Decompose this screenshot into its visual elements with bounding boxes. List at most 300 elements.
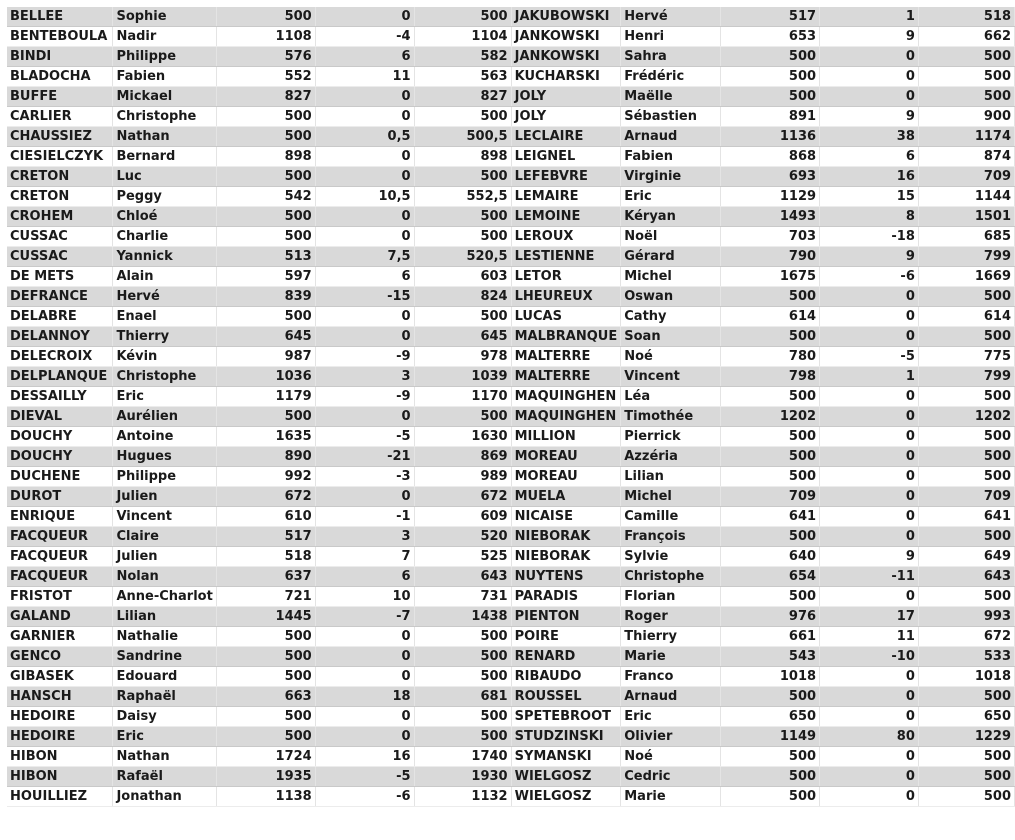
cell-last-name[interactable]: CRETON <box>7 187 113 207</box>
cell-points-change[interactable]: 18 <box>315 687 414 707</box>
cell-first-name[interactable]: Enael <box>113 307 216 327</box>
cell-points-after[interactable]: 685 <box>918 227 1014 247</box>
cell-first-name[interactable]: Vincent <box>621 367 721 387</box>
cell-first-name[interactable]: Alain <box>113 267 216 287</box>
cell-points-after[interactable]: 500 <box>414 207 511 227</box>
cell-points-before[interactable]: 1179 <box>216 387 315 407</box>
cell-points-before[interactable]: 500 <box>216 727 315 747</box>
cell-last-name[interactable]: LEMAIRE <box>512 187 621 207</box>
cell-points-before[interactable]: 500 <box>721 787 820 807</box>
cell-points-before[interactable]: 637 <box>216 567 315 587</box>
cell-points-change[interactable]: 3 <box>315 527 414 547</box>
cell-points-change[interactable]: 0 <box>315 7 414 27</box>
cell-last-name[interactable]: POIRE <box>512 627 621 647</box>
cell-points-before[interactable]: 992 <box>216 467 315 487</box>
cell-points-after[interactable]: 827 <box>414 87 511 107</box>
cell-first-name[interactable]: Henri <box>621 27 721 47</box>
cell-points-before[interactable]: 1018 <box>721 667 820 687</box>
cell-points-after[interactable]: 709 <box>918 167 1014 187</box>
cell-first-name[interactable]: Noé <box>621 347 721 367</box>
cell-points-change[interactable]: 3 <box>315 367 414 387</box>
cell-last-name[interactable]: HANSCH <box>7 687 113 707</box>
cell-first-name[interactable]: Olivier <box>621 727 721 747</box>
cell-last-name[interactable]: LETOR <box>512 267 621 287</box>
cell-points-after[interactable]: 520,5 <box>414 247 511 267</box>
cell-last-name[interactable]: DE METS <box>7 267 113 287</box>
cell-points-change[interactable]: 0 <box>315 327 414 347</box>
cell-last-name[interactable]: HEDOIRE <box>7 707 113 727</box>
cell-last-name[interactable]: DELANNOY <box>7 327 113 347</box>
cell-points-before[interactable]: 721 <box>216 587 315 607</box>
cell-points-after[interactable]: 900 <box>918 107 1014 127</box>
cell-points-after[interactable]: 1669 <box>918 267 1014 287</box>
cell-points-after[interactable]: 799 <box>918 247 1014 267</box>
cell-points-before[interactable]: 500 <box>216 167 315 187</box>
cell-last-name[interactable]: JOLY <box>512 107 621 127</box>
cell-points-before[interactable]: 500 <box>721 687 820 707</box>
cell-points-after[interactable]: 563 <box>414 67 511 87</box>
cell-points-after[interactable]: 898 <box>414 147 511 167</box>
cell-last-name[interactable]: BELLEE <box>7 7 113 27</box>
cell-last-name[interactable]: HOUILLIEZ <box>7 787 113 807</box>
cell-points-before[interactable]: 500 <box>721 747 820 767</box>
cell-points-after[interactable]: 1039 <box>414 367 511 387</box>
cell-points-change[interactable]: 0 <box>820 447 919 467</box>
cell-last-name[interactable]: BUFFE <box>7 87 113 107</box>
cell-last-name[interactable]: NIEBORAK <box>512 527 621 547</box>
cell-points-after[interactable]: 500 <box>918 447 1014 467</box>
cell-points-change[interactable]: 11 <box>315 67 414 87</box>
cell-first-name[interactable]: Sylvie <box>621 547 721 567</box>
cell-points-before[interactable]: 1108 <box>216 27 315 47</box>
cell-points-before[interactable]: 500 <box>721 67 820 87</box>
cell-points-before[interactable]: 576 <box>216 47 315 67</box>
cell-points-change[interactable]: 15 <box>820 187 919 207</box>
cell-last-name[interactable]: CHAUSSIEZ <box>7 127 113 147</box>
cell-points-change[interactable]: 9 <box>820 247 919 267</box>
cell-last-name[interactable]: JOLY <box>512 87 621 107</box>
cell-points-after[interactable]: 500 <box>918 287 1014 307</box>
cell-last-name[interactable]: GARNIER <box>7 627 113 647</box>
cell-last-name[interactable]: FACQUEUR <box>7 567 113 587</box>
cell-points-change[interactable]: 0 <box>820 387 919 407</box>
cell-points-before[interactable]: 542 <box>216 187 315 207</box>
cell-points-change[interactable]: -6 <box>315 787 414 807</box>
cell-points-before[interactable]: 513 <box>216 247 315 267</box>
cell-first-name[interactable]: Claire <box>113 527 216 547</box>
cell-points-before[interactable]: 798 <box>721 367 820 387</box>
cell-points-after[interactable]: 520 <box>414 527 511 547</box>
cell-first-name[interactable]: Pierrick <box>621 427 721 447</box>
cell-points-change[interactable]: 0 <box>820 747 919 767</box>
cell-points-change[interactable]: -15 <box>315 287 414 307</box>
cell-last-name[interactable]: ENRIQUE <box>7 507 113 527</box>
cell-points-before[interactable]: 987 <box>216 347 315 367</box>
cell-first-name[interactable]: Franco <box>621 667 721 687</box>
cell-points-before[interactable]: 672 <box>216 487 315 507</box>
cell-points-before[interactable]: 500 <box>216 627 315 647</box>
cell-points-after[interactable]: 500 <box>918 747 1014 767</box>
cell-points-before[interactable]: 517 <box>721 7 820 27</box>
cell-points-after[interactable]: 533 <box>918 647 1014 667</box>
cell-points-after[interactable]: 500 <box>414 107 511 127</box>
cell-first-name[interactable]: Chloé <box>113 207 216 227</box>
cell-last-name[interactable]: ROUSSEL <box>512 687 621 707</box>
cell-first-name[interactable]: Arnaud <box>621 127 721 147</box>
cell-points-change[interactable]: 11 <box>820 627 919 647</box>
cell-points-change[interactable]: 10,5 <box>315 187 414 207</box>
cell-last-name[interactable]: BINDI <box>7 47 113 67</box>
cell-points-after[interactable]: 500 <box>918 87 1014 107</box>
cell-first-name[interactable]: Lilian <box>621 467 721 487</box>
cell-last-name[interactable]: FACQUEUR <box>7 527 113 547</box>
cell-last-name[interactable]: CRETON <box>7 167 113 187</box>
cell-first-name[interactable]: Michel <box>621 267 721 287</box>
cell-first-name[interactable]: Fabien <box>621 147 721 167</box>
cell-last-name[interactable]: BLADOCHA <box>7 67 113 87</box>
cell-points-after[interactable]: 731 <box>414 587 511 607</box>
cell-points-change[interactable]: -10 <box>820 647 919 667</box>
cell-points-after[interactable]: 645 <box>414 327 511 347</box>
cell-points-change[interactable]: 0 <box>820 767 919 787</box>
cell-last-name[interactable]: JAKUBOWSKI <box>512 7 621 27</box>
cell-points-after[interactable]: 1104 <box>414 27 511 47</box>
cell-last-name[interactable]: SPETEBROOT <box>512 707 621 727</box>
cell-points-change[interactable]: 0 <box>315 727 414 747</box>
cell-points-after[interactable]: 1202 <box>918 407 1014 427</box>
cell-first-name[interactable]: Philippe <box>113 467 216 487</box>
cell-points-before[interactable]: 693 <box>721 167 820 187</box>
cell-first-name[interactable]: Eric <box>621 187 721 207</box>
cell-points-change[interactable]: 16 <box>820 167 919 187</box>
cell-points-change[interactable]: 0,5 <box>315 127 414 147</box>
cell-points-before[interactable]: 653 <box>721 27 820 47</box>
cell-points-before[interactable]: 500 <box>721 287 820 307</box>
cell-first-name[interactable]: Marie <box>621 647 721 667</box>
cell-last-name[interactable]: CROHEM <box>7 207 113 227</box>
cell-points-change[interactable]: -6 <box>820 267 919 287</box>
cell-last-name[interactable]: MAQUINGHEN <box>512 407 621 427</box>
cell-points-after[interactable]: 500 <box>414 727 511 747</box>
cell-first-name[interactable]: Nathan <box>113 747 216 767</box>
cell-points-before[interactable]: 1493 <box>721 207 820 227</box>
cell-last-name[interactable]: DUCHENE <box>7 467 113 487</box>
cell-first-name[interactable]: Cathy <box>621 307 721 327</box>
cell-points-before[interactable]: 500 <box>721 527 820 547</box>
cell-points-after[interactable]: 989 <box>414 467 511 487</box>
cell-last-name[interactable]: DELABRE <box>7 307 113 327</box>
cell-points-before[interactable]: 898 <box>216 147 315 167</box>
cell-points-after[interactable]: 649 <box>918 547 1014 567</box>
cell-first-name[interactable]: Cedric <box>621 767 721 787</box>
cell-last-name[interactable]: CUSSAC <box>7 247 113 267</box>
cell-points-before[interactable]: 1129 <box>721 187 820 207</box>
cell-last-name[interactable]: NICAISE <box>512 507 621 527</box>
cell-points-change[interactable]: 0 <box>315 627 414 647</box>
cell-points-after[interactable]: 500 <box>918 467 1014 487</box>
cell-points-after[interactable]: 641 <box>918 507 1014 527</box>
cell-points-after[interactable]: 500 <box>918 47 1014 67</box>
cell-points-after[interactable]: 500 <box>918 327 1014 347</box>
cell-points-before[interactable]: 518 <box>216 547 315 567</box>
cell-first-name[interactable]: Raphaël <box>113 687 216 707</box>
cell-points-before[interactable]: 1149 <box>721 727 820 747</box>
cell-points-change[interactable]: 0 <box>820 67 919 87</box>
cell-last-name[interactable]: LESTIENNE <box>512 247 621 267</box>
cell-last-name[interactable]: JANKOWSKI <box>512 27 621 47</box>
cell-points-before[interactable]: 500 <box>216 127 315 147</box>
cell-points-before[interactable]: 610 <box>216 507 315 527</box>
cell-points-after[interactable]: 1630 <box>414 427 511 447</box>
cell-points-before[interactable]: 1935 <box>216 767 315 787</box>
cell-first-name[interactable]: Peggy <box>113 187 216 207</box>
cell-points-change[interactable]: 8 <box>820 207 919 227</box>
cell-last-name[interactable]: BENTEBOULA <box>7 27 113 47</box>
cell-first-name[interactable]: Nadir <box>113 27 216 47</box>
cell-points-before[interactable]: 500 <box>721 427 820 447</box>
cell-points-before[interactable]: 1138 <box>216 787 315 807</box>
cell-first-name[interactable]: Michel <box>621 487 721 507</box>
cell-points-change[interactable]: 0 <box>315 407 414 427</box>
cell-points-change[interactable]: -9 <box>315 347 414 367</box>
cell-points-before[interactable]: 500 <box>216 407 315 427</box>
cell-points-after[interactable]: 609 <box>414 507 511 527</box>
cell-first-name[interactable]: Anne-Charlot <box>113 587 216 607</box>
cell-first-name[interactable]: Nolan <box>113 567 216 587</box>
cell-points-after[interactable]: 552,5 <box>414 187 511 207</box>
cell-first-name[interactable]: Thierry <box>621 627 721 647</box>
cell-points-change[interactable]: -11 <box>820 567 919 587</box>
cell-points-before[interactable]: 500 <box>721 387 820 407</box>
cell-last-name[interactable]: STUDZINSKI <box>512 727 621 747</box>
cell-first-name[interactable]: Oswan <box>621 287 721 307</box>
cell-first-name[interactable]: Sahra <box>621 47 721 67</box>
cell-points-change[interactable]: 0 <box>315 487 414 507</box>
cell-first-name[interactable]: Eric <box>113 727 216 747</box>
cell-points-change[interactable]: 0 <box>315 167 414 187</box>
cell-points-change[interactable]: 0 <box>820 307 919 327</box>
cell-points-before[interactable]: 663 <box>216 687 315 707</box>
cell-first-name[interactable]: François <box>621 527 721 547</box>
cell-points-change[interactable]: 0 <box>315 147 414 167</box>
cell-first-name[interactable]: Florian <box>621 587 721 607</box>
cell-points-change[interactable]: -21 <box>315 447 414 467</box>
cell-points-before[interactable]: 976 <box>721 607 820 627</box>
cell-points-before[interactable]: 780 <box>721 347 820 367</box>
cell-first-name[interactable]: Sandrine <box>113 647 216 667</box>
cell-points-after[interactable]: 614 <box>918 307 1014 327</box>
cell-points-after[interactable]: 500 <box>414 647 511 667</box>
cell-points-after[interactable]: 993 <box>918 607 1014 627</box>
cell-last-name[interactable]: PIENTON <box>512 607 621 627</box>
cell-points-change[interactable]: 0 <box>820 787 919 807</box>
cell-first-name[interactable]: Roger <box>621 607 721 627</box>
cell-points-change[interactable]: 0 <box>315 307 414 327</box>
cell-points-change[interactable]: 0 <box>315 227 414 247</box>
cell-points-change[interactable]: 0 <box>820 47 919 67</box>
cell-first-name[interactable]: Fabien <box>113 67 216 87</box>
cell-points-after[interactable]: 500 <box>918 67 1014 87</box>
cell-last-name[interactable]: MUELA <box>512 487 621 507</box>
cell-last-name[interactable]: KUCHARSKI <box>512 67 621 87</box>
cell-points-before[interactable]: 500 <box>721 87 820 107</box>
cell-points-after[interactable]: 709 <box>918 487 1014 507</box>
cell-last-name[interactable]: MAQUINGHEN <box>512 387 621 407</box>
cell-first-name[interactable]: Azzéria <box>621 447 721 467</box>
cell-first-name[interactable]: Hervé <box>113 287 216 307</box>
cell-first-name[interactable]: Philippe <box>113 47 216 67</box>
cell-points-change[interactable]: -5 <box>315 427 414 447</box>
cell-points-change[interactable]: 0 <box>820 407 919 427</box>
cell-last-name[interactable]: DOUCHY <box>7 427 113 447</box>
cell-points-after[interactable]: 662 <box>918 27 1014 47</box>
cell-points-before[interactable]: 709 <box>721 487 820 507</box>
cell-last-name[interactable]: GENCO <box>7 647 113 667</box>
cell-last-name[interactable]: DOUCHY <box>7 447 113 467</box>
cell-first-name[interactable]: Julien <box>113 547 216 567</box>
cell-first-name[interactable]: Rafaël <box>113 767 216 787</box>
cell-last-name[interactable]: LEROUX <box>512 227 621 247</box>
cell-last-name[interactable]: MOREAU <box>512 447 621 467</box>
cell-points-change[interactable]: 0 <box>315 647 414 667</box>
cell-points-after[interactable]: 1170 <box>414 387 511 407</box>
cell-first-name[interactable]: Bernard <box>113 147 216 167</box>
cell-points-change[interactable]: 0 <box>315 87 414 107</box>
cell-points-change[interactable]: 1 <box>820 7 919 27</box>
cell-points-before[interactable]: 891 <box>721 107 820 127</box>
cell-points-after[interactable]: 681 <box>414 687 511 707</box>
cell-points-change[interactable]: -18 <box>820 227 919 247</box>
cell-first-name[interactable]: Camille <box>621 507 721 527</box>
cell-last-name[interactable]: HIBON <box>7 767 113 787</box>
cell-first-name[interactable]: Gérard <box>621 247 721 267</box>
cell-points-after[interactable]: 874 <box>918 147 1014 167</box>
cell-points-change[interactable]: 0 <box>820 87 919 107</box>
cell-points-after[interactable]: 775 <box>918 347 1014 367</box>
cell-points-after[interactable]: 824 <box>414 287 511 307</box>
cell-last-name[interactable]: NIEBORAK <box>512 547 621 567</box>
cell-points-before[interactable]: 500 <box>721 767 820 787</box>
cell-last-name[interactable]: MALTERRE <box>512 367 621 387</box>
cell-points-change[interactable]: 38 <box>820 127 919 147</box>
cell-points-after[interactable]: 799 <box>918 367 1014 387</box>
cell-points-after[interactable]: 500 <box>414 627 511 647</box>
cell-points-before[interactable]: 500 <box>721 447 820 467</box>
cell-first-name[interactable]: Christophe <box>113 367 216 387</box>
cell-first-name[interactable]: Yannick <box>113 247 216 267</box>
cell-first-name[interactable]: Aurélien <box>113 407 216 427</box>
cell-last-name[interactable]: FACQUEUR <box>7 547 113 567</box>
cell-first-name[interactable]: Noé <box>621 747 721 767</box>
cell-last-name[interactable]: WIELGOSZ <box>512 787 621 807</box>
cell-points-change[interactable]: -7 <box>315 607 414 627</box>
cell-points-after[interactable]: 500 <box>918 387 1014 407</box>
cell-points-before[interactable]: 654 <box>721 567 820 587</box>
cell-points-change[interactable]: -4 <box>315 27 414 47</box>
cell-points-before[interactable]: 500 <box>216 647 315 667</box>
cell-last-name[interactable]: LUCAS <box>512 307 621 327</box>
cell-points-change[interactable]: 0 <box>820 707 919 727</box>
cell-points-change[interactable]: 80 <box>820 727 919 747</box>
cell-points-change[interactable]: 0 <box>820 507 919 527</box>
cell-points-before[interactable]: 500 <box>216 107 315 127</box>
cell-first-name[interactable]: Hugues <box>113 447 216 467</box>
cell-points-before[interactable]: 500 <box>721 587 820 607</box>
cell-points-change[interactable]: 0 <box>820 427 919 447</box>
cell-points-before[interactable]: 839 <box>216 287 315 307</box>
cell-points-change[interactable]: 0 <box>820 527 919 547</box>
cell-points-before[interactable]: 640 <box>721 547 820 567</box>
cell-last-name[interactable]: DELECROIX <box>7 347 113 367</box>
cell-points-before[interactable]: 500 <box>216 7 315 27</box>
cell-points-before[interactable]: 500 <box>216 667 315 687</box>
cell-last-name[interactable]: DELPLANQUE <box>7 367 113 387</box>
cell-points-after[interactable]: 500 <box>414 707 511 727</box>
cell-first-name[interactable]: Nathalie <box>113 627 216 647</box>
cell-points-change[interactable]: 6 <box>315 47 414 67</box>
cell-points-change[interactable]: 9 <box>820 107 919 127</box>
cell-points-change[interactable]: 10 <box>315 587 414 607</box>
cell-first-name[interactable]: Lilian <box>113 607 216 627</box>
cell-points-before[interactable]: 500 <box>721 327 820 347</box>
cell-first-name[interactable]: Hervé <box>621 7 721 27</box>
cell-last-name[interactable]: MOREAU <box>512 467 621 487</box>
cell-points-before[interactable]: 790 <box>721 247 820 267</box>
cell-last-name[interactable]: PARADIS <box>512 587 621 607</box>
cell-first-name[interactable]: Charlie <box>113 227 216 247</box>
cell-first-name[interactable]: Eric <box>621 707 721 727</box>
cell-points-before[interactable]: 1036 <box>216 367 315 387</box>
cell-points-after[interactable]: 1174 <box>918 127 1014 147</box>
cell-first-name[interactable]: Mickael <box>113 87 216 107</box>
cell-points-after[interactable]: 500 <box>414 167 511 187</box>
cell-first-name[interactable]: Kéryan <box>621 207 721 227</box>
cell-points-before[interactable]: 543 <box>721 647 820 667</box>
cell-points-before[interactable]: 500 <box>216 207 315 227</box>
cell-points-before[interactable]: 641 <box>721 507 820 527</box>
cell-points-change[interactable]: 6 <box>315 567 414 587</box>
cell-points-after[interactable]: 500 <box>918 527 1014 547</box>
cell-points-change[interactable]: 0 <box>820 327 919 347</box>
cell-points-change[interactable]: 9 <box>820 27 919 47</box>
cell-last-name[interactable]: FRISTOT <box>7 587 113 607</box>
cell-last-name[interactable]: GALAND <box>7 607 113 627</box>
cell-points-change[interactable]: 6 <box>820 147 919 167</box>
cell-points-after[interactable]: 1501 <box>918 207 1014 227</box>
cell-first-name[interactable]: Sébastien <box>621 107 721 127</box>
cell-points-after[interactable]: 672 <box>918 627 1014 647</box>
cell-points-after[interactable]: 500 <box>414 7 511 27</box>
cell-points-after[interactable]: 500,5 <box>414 127 511 147</box>
cell-points-change[interactable]: 0 <box>820 287 919 307</box>
cell-last-name[interactable]: NUYTENS <box>512 567 621 587</box>
cell-points-after[interactable]: 978 <box>414 347 511 367</box>
cell-points-before[interactable]: 650 <box>721 707 820 727</box>
cell-last-name[interactable]: GIBASEK <box>7 667 113 687</box>
cell-last-name[interactable]: LECLAIRE <box>512 127 621 147</box>
cell-points-before[interactable]: 1724 <box>216 747 315 767</box>
cell-last-name[interactable]: LEIGNEL <box>512 147 621 167</box>
cell-points-change[interactable]: -5 <box>315 767 414 787</box>
cell-last-name[interactable]: DIEVAL <box>7 407 113 427</box>
cell-first-name[interactable]: Christophe <box>621 567 721 587</box>
cell-points-before[interactable]: 552 <box>216 67 315 87</box>
cell-points-change[interactable]: 9 <box>820 547 919 567</box>
cell-points-before[interactable]: 500 <box>721 467 820 487</box>
cell-points-change[interactable]: 0 <box>315 707 414 727</box>
cell-points-before[interactable]: 500 <box>216 707 315 727</box>
cell-points-change[interactable]: 0 <box>315 667 414 687</box>
